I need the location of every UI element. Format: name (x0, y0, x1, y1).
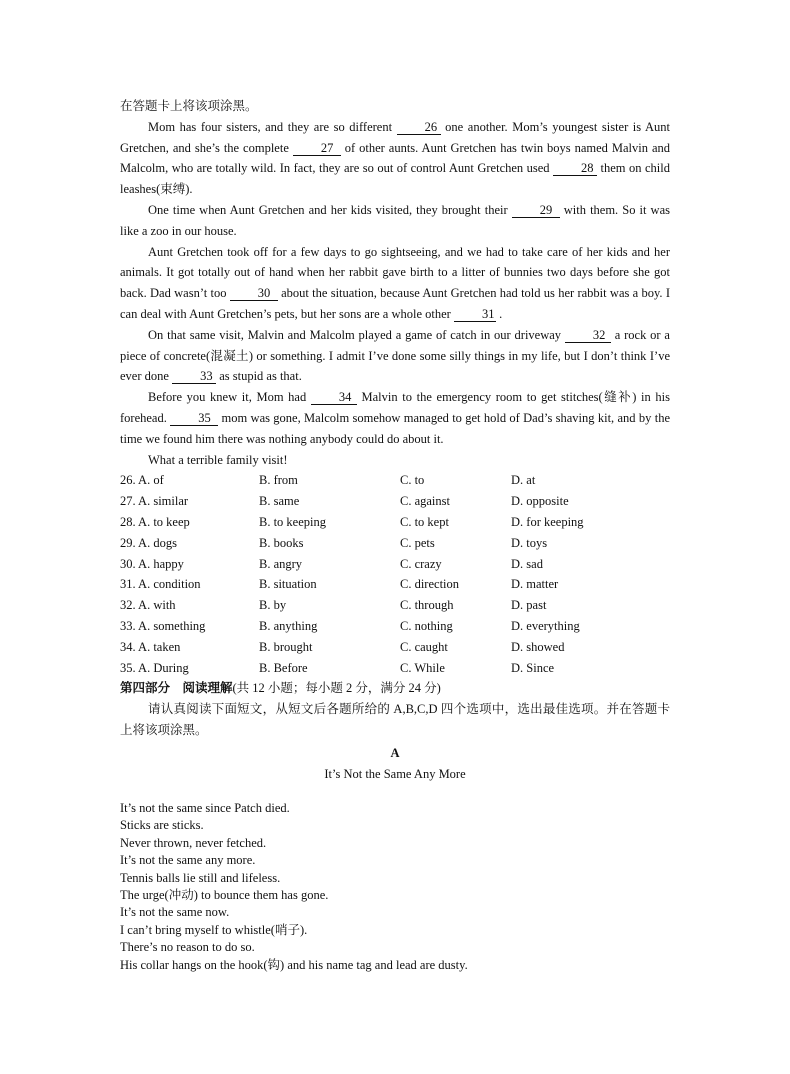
option-a: 28. A. to keep (120, 514, 190, 529)
option-row (120, 658, 670, 679)
option-d: D. Since (511, 660, 555, 675)
passage-text: one another. Mom’s youngest sister is Aunt Gretchen, and she’s the complete (120, 119, 671, 155)
passage-a-title: It’s Not the Same Any More (324, 766, 466, 781)
option-c: C. caught (400, 639, 448, 654)
option-d: D. showed (511, 639, 565, 654)
poem-line: Never thrown, never fetched. (120, 835, 267, 850)
option-a: 26. A. of (120, 473, 164, 488)
blank-35: 35 (170, 411, 218, 426)
passage-text: a rock or a piece of concrete(混凝土) or something. I admit I’ve done some silly things in my life, but I don’t think I’ve ever done (120, 327, 670, 384)
option-c: C. pets (400, 535, 435, 550)
passage-text: mom was gone, Malcolm somehow managed to get hold of Dad’s shaving kit, and by the time we found him there was nothing anybody could do about it. (120, 410, 670, 446)
option-c: C. crazy (400, 556, 442, 571)
option-b: B. Before (259, 660, 308, 675)
option-d: D. toys (511, 535, 548, 550)
option-a: 29. A. dogs (120, 535, 177, 550)
option-b: B. to keeping (259, 514, 327, 529)
blank-27: 27 (293, 141, 341, 156)
passage-text: Aunt Gretchen took off for a few days to go sightseeing, and we had to take care of her kids and her animals. It got totally out of hand when her rabbit gave birth to a litter of bunnies two days before she got back. Dad wasn’t too (120, 244, 670, 301)
passage-text: One time when Aunt Gretchen and her kids visited, they brought their (148, 202, 512, 217)
option-b: B. books (259, 535, 304, 550)
passage-paragraph (120, 117, 670, 200)
option-a: 35. A. During (120, 660, 189, 675)
options-list (120, 470, 670, 678)
option-a: 27. A. similar (120, 494, 189, 509)
option-b: B. situation (259, 577, 317, 592)
blank-34: 34 (311, 390, 357, 405)
option-row (120, 554, 670, 575)
poem-line: It’s not the same now. (120, 905, 230, 920)
poem-line: Sticks are sticks. (120, 818, 204, 833)
poem-line: His collar hangs on the hook(钩) and his name tag and lead are dusty. (120, 957, 468, 972)
instruction-tail: 在答题卡上将该项涂黑。 (120, 99, 258, 113)
blank-29: 29 (512, 203, 560, 218)
passage-text: as stupid as that. (216, 369, 302, 384)
option-a: 34. A. taken (120, 639, 181, 654)
blank-30: 30 (230, 286, 278, 301)
poem-line: It’s not the same any more. (120, 853, 256, 868)
option-a: 32. A. with (120, 598, 176, 613)
option-a: 30. A. happy (120, 556, 184, 571)
option-row (120, 533, 670, 554)
passage-paragraph (120, 242, 670, 325)
option-b: B. brought (259, 639, 313, 654)
option-row (120, 574, 670, 595)
poem-line: The urge(冲动) to bounce them has gone. (120, 888, 329, 903)
option-c: C. to (400, 473, 425, 488)
passage-text: Malvin to the emergency room to get stitches(缝补) in his forehead. (120, 390, 670, 425)
blank-28: 28 (553, 161, 597, 176)
section-note: (共 12 小题；每小题 2 分，满分 24 分) (232, 681, 441, 696)
passage-text: with them. So it was like a zoo in our house. (120, 202, 670, 238)
option-row (120, 491, 670, 512)
passage-a-label: A (390, 745, 400, 760)
option-d: D. for keeping (511, 514, 584, 529)
option-b: B. from (259, 473, 298, 488)
option-b: B. same (259, 494, 300, 509)
option-a: 33. A. something (120, 618, 206, 633)
passage-text: them on child leashes(束缚). (120, 161, 670, 197)
passage-text: . (495, 306, 503, 321)
option-d: D. everything (511, 618, 580, 633)
blank-33: 33 (172, 369, 216, 384)
option-c: C. direction (400, 577, 460, 592)
option-c: C. to kept (400, 514, 449, 529)
option-c: C. While (400, 660, 445, 675)
option-d: D. opposite (511, 494, 569, 509)
cloze-passage (120, 117, 670, 471)
option-d: D. at (511, 473, 536, 488)
option-c: C. through (400, 598, 454, 613)
poem-line: It’s not the same since Patch died. (120, 801, 290, 815)
blank-26: 26 (397, 120, 441, 135)
passage-text: On that same visit, Malvin and Malcolm played a game of catch in our driveway (148, 327, 565, 342)
blank-31: 31 (454, 307, 496, 322)
option-c: C. nothing (400, 618, 453, 633)
option-row (120, 470, 670, 491)
option-row (120, 512, 670, 533)
option-row (120, 595, 670, 616)
option-a: 31. A. condition (120, 577, 201, 592)
passage-text: Before you knew it, Mom had (148, 390, 311, 405)
poem-lines (120, 800, 468, 974)
passage-text: Mom has four sisters, and they are so different (148, 119, 397, 134)
blank-32: 32 (565, 328, 611, 343)
passage-text: What a terrible family visit! (148, 452, 288, 467)
option-b: B. anything (259, 618, 318, 633)
option-d: D. sad (511, 556, 543, 571)
section-title: 第四部分 阅读理解 (120, 681, 233, 696)
poem-line: There’s no reason to do so. (120, 940, 255, 955)
document-page (120, 96, 670, 784)
option-c: C. against (400, 494, 450, 509)
passage-paragraph (120, 450, 670, 471)
option-b: B. angry (259, 556, 303, 571)
passage-text: about the situation, because Aunt Gretchen had told us her rabbit was a boy. I can deal with Aunt Gretchen’s pets, but her sons are a whole other (120, 286, 670, 321)
passage-text: of other aunts. Aunt Gretchen has twin boys named Malvin and Malcolm, who are totally wild. In fact, they are so out of control Aunt Gretchen used (120, 140, 670, 176)
option-d: D. matter (511, 577, 559, 592)
option-row (120, 616, 670, 637)
poem-line: Tennis balls lie still and lifeless. (120, 870, 281, 885)
passage-paragraph (120, 325, 670, 387)
passage-paragraph (120, 200, 670, 242)
option-row (120, 637, 670, 658)
poem-line: I can’t bring myself to whistle(哨子). (120, 922, 308, 937)
option-b: B. by (259, 598, 287, 613)
section-4-instruction: 请认真阅读下面短文，从短文后各题所给的 A,B,C,D 四个选项中，选出最佳选项。并在答题卡上将该项涂黑。 (120, 702, 670, 737)
section-4-heading (120, 678, 670, 699)
passage-paragraph (120, 387, 670, 449)
option-d: D. past (511, 598, 547, 613)
